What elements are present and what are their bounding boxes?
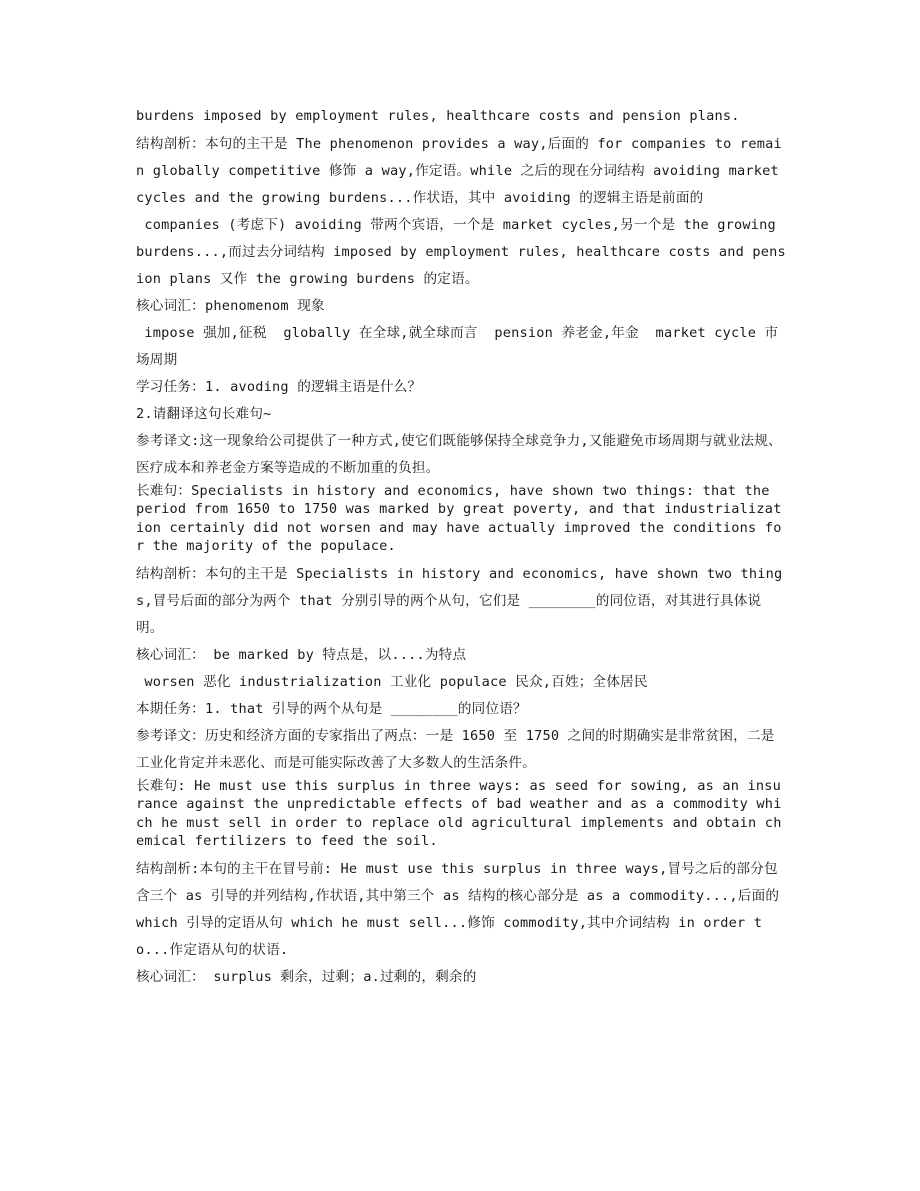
structure-analysis-3: 结构剖析:本句的主干在冒号前: He must use this surplus in three ways,冒号之后的部分包含三个 as 引导的并列结构,作状语,其中第三个 as 结构的核心部分是 as a commodity...,后面的 which 引导的定语从句 which he must sell...修饰 commodity,其中介词结构 in order to...作定语从句的状语. [136, 860, 788, 958]
study-task-2: 2.请翻译这句长难句~ [136, 405, 272, 422]
core-vocab-1: 核心词汇：phenomenom 现象 [136, 297, 325, 314]
paragraph-1: burdens imposed by employment rules, healthcare costs and pension plans. [136, 108, 740, 124]
document-body [136, 107, 786, 991]
structure-analysis-1-cont: companies (考虑下) avoiding 带两个宾语，一个是 market cycles,另一个是 the growing burdens...,而过去分词结构 imposed by employment rules, healthcare costs and pension plans 又作 the growing burdens 的定语。 [136, 216, 786, 287]
reference-translation-1: 参考译文:这一现象给公司提供了一种方式,使它们既能够保持全球竞争力,又能避免市场周期与就业法规、医疗成本和养老金方案等造成的不断加重的负担。 [136, 432, 782, 476]
reference-translation-2: 参考译文：历史和经济方面的专家指出了两点：一是 1650 至 1750 之间的时期确实是非常贫困，二是工业化肯定并未恶化、而是可能实际改善了大多数人的生活条件。 [136, 727, 775, 771]
period-task: 本期任务：1. that 引导的两个从句是 ________的同位语？ [136, 700, 527, 717]
structure-analysis-1: 结构剖析：本句的主干是 The phenomenon provides a way,后面的 for companies to remain globally competitive 修饰 a way,作定语。while 之后的现在分词结构 avoiding market cycles and the growing burdens...作状语，其中 avoiding 的逻辑主语是前面的 [136, 135, 788, 206]
core-vocab-3: 核心词汇： surplus 剩余，过剩；a.过剩的，剩余的 [136, 968, 477, 985]
study-task-1: 学习任务：1. avoding 的逻辑主语是什么？ [136, 378, 422, 395]
core-vocab-2-list: worsen 恶化 industrialization 工业化 populace 民众,百姓；全体居民 [136, 673, 648, 690]
structure-analysis-2: 结构剖析：本句的主干是 Specialists in history and economics, have shown two things,冒号后面的部分为两个 that 分别引导的两个从句，它们是 ________的同位语，对其进行具体说明。 [136, 565, 783, 636]
core-vocab-2: 核心词汇： be marked by 特点是，以....为特点 [136, 646, 467, 663]
long-sentence-2: 长难句：Specialists in history and economics, have shown two things: that the period from 1650 to 1750 was marked by great poverty, and that industrialization certainly did not worsen and may have actually improved the conditions for the majority of the populace. [136, 482, 782, 554]
long-sentence-3: 长难句: He must use this surplus in three ways: as seed for sowing, as an insurance against the unpredictable effects of bad weather and as a commodity which he must sell in order to replace old agricultural implements and obtain chemical fertilizers to feed the soil. [136, 777, 782, 849]
core-vocab-1-list: impose 强加,征税 globally 在全球,就全球而言 pension 养老金,年金 market cycle 市场周期 [136, 324, 779, 368]
